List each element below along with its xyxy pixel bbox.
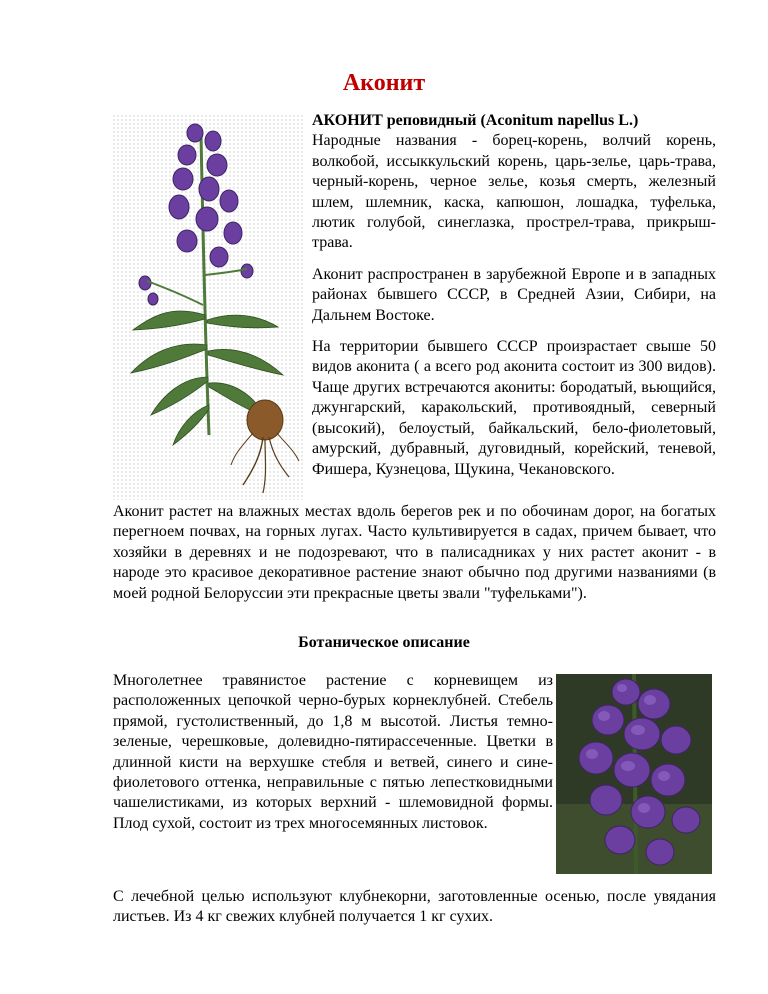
page-title: Аконит xyxy=(342,70,426,96)
botanical-paragraph: Многолетнее травянистое растение с корневищем из расположенных цепочкой черно-бурых корнеклубней. Стебель прямой, густолиственный, до 1,8 м высотой. Листья темно-зеленые, черешковые, долевидно-пятирассеченные. Цветки в длинной кисти на верхушке стебля и ветвей, синего и сине-фиолетового оттенка, неправильные с пятью лепестковидными чашелистиками, из которых верхний - шлемовидной формы. Плод сухой, состоит из трех многосемянных листовок. xyxy=(113,672,553,832)
habitat-paragraph: Аконит растет на влажных местах вдоль берегов рек и по обочинам дорог, на богатых перегноем почвах, на горных лугах. Часто культивируется в садах, причем бывает, что хозяйки в деревнях и не подозревают, что в палисадниках у них растет аконит - в народе это красивое декоративное растение знают обычно под другими названиями (в моей родной Белоруссии эти прекрасные цветы звали "туфельками"). xyxy=(113,503,716,602)
intro-block xyxy=(312,111,716,491)
intro-paragraph xyxy=(312,111,716,254)
species-heading: АКОНИТ реповидный (Aconitum napellus L.) xyxy=(312,112,639,129)
aconite-flower-photo xyxy=(556,674,712,874)
species-paragraph: На территории бывшего СССР произрастает свыше 50 видов аконита ( а всего род аконита состоит из 300 видов). Чаще других встречаются акониты: бородатый, вьющийся, джунгарский, каракольский, противоядный, северный (высокий), белоустый, байкальский, бело-фиолетовый, амурский, дубравный, дуговидный, корейский, теневой, Фишера, Кузнецова, Щукина, Чекановского. xyxy=(312,338,716,478)
usage-paragraph: С лечебной целью используют клубнекорни, заготовленные осенью, после увядания листьев. Из 4 кг свежих клубней получается 1 кг сухих. xyxy=(113,888,716,926)
aconite-illustration xyxy=(113,115,303,500)
botanical-heading: Ботаническое описание xyxy=(298,634,470,651)
folk-names-text: Народные названия - борец-корень, волчий корень, волкобой, иссыккульский корень, царь-зелье, царь-трава, черный-корень, черное зелье, козья смерть, железный шлем, шлемник, каска, капюшон, лошадка, туфелька, лютик голубой, синеглазка, прострел-трава, прикрыш-трава. xyxy=(312,132,716,252)
distribution-paragraph: Аконит распространен в зарубежной Европе и в западных районах бывшего СССР, в Средней Азии, Сибири, на Дальнем Востоке. xyxy=(312,265,716,324)
